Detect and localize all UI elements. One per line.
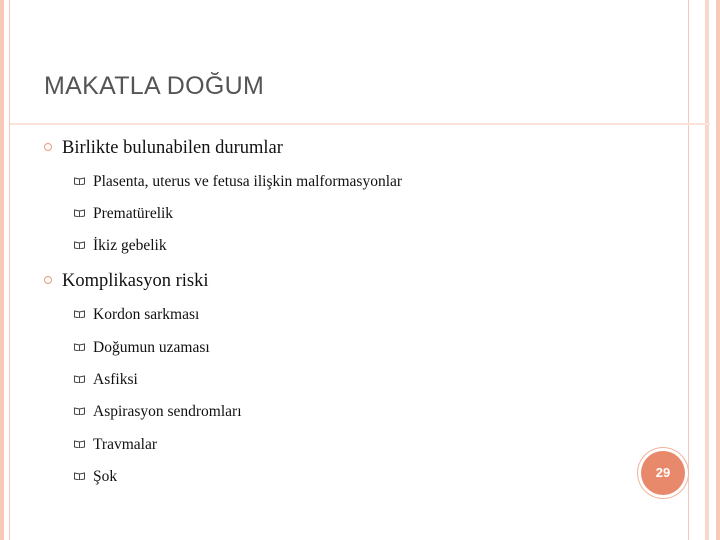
open-book-bullet-icon (74, 440, 85, 448)
open-book-bullet-icon (74, 407, 85, 415)
sub-item-label: Plasenta, uterus ve fetusa ilişkin malformasyonlar (93, 173, 403, 190)
bullet-item (44, 271, 208, 292)
sub-item-label: Kordon sarkması (93, 306, 200, 323)
open-book-bullet-icon (74, 472, 85, 480)
sub-bullet-item (74, 371, 138, 389)
section-heading: Birlikte bulunabilen durumlar (62, 138, 283, 158)
sub-item-label: Doğumun uzaması (93, 339, 210, 356)
sub-bullet-item (74, 205, 173, 223)
left-border-decoration (0, 0, 4, 540)
open-book-bullet-icon (74, 343, 85, 351)
sub-bullet-item (74, 237, 167, 255)
open-book-bullet-icon (74, 241, 85, 249)
left-border-line (9, 0, 10, 540)
sub-bullet-item (74, 339, 210, 357)
sub-item-label: Travmalar (93, 436, 157, 453)
circle-bullet-icon (44, 143, 52, 151)
slide-title: MAKATLA DOĞUM (44, 72, 265, 100)
circle-bullet-icon (44, 276, 52, 284)
sub-bullet-item (74, 403, 242, 421)
right-border-line (688, 0, 689, 540)
title-divider (10, 123, 710, 125)
right-border-inner-decoration (705, 0, 709, 540)
sub-bullet-item (74, 173, 402, 191)
sub-item-label: Asfiksi (93, 371, 138, 388)
sub-bullet-item (74, 468, 117, 486)
open-book-bullet-icon (74, 209, 85, 217)
sub-item-label: Prematürelik (93, 205, 174, 222)
right-border-decoration (716, 0, 720, 540)
open-book-bullet-icon (74, 310, 85, 318)
open-book-bullet-icon (74, 375, 85, 383)
sub-item-label: Aspirasyon sendromları (93, 403, 242, 420)
section-heading: Komplikasyon riski (62, 271, 209, 291)
sub-item-label: İkiz gebelik (93, 237, 167, 254)
page-number-badge: 29 (641, 451, 685, 495)
sub-bullet-item (74, 436, 157, 454)
sub-bullet-item (74, 306, 199, 324)
sub-item-label: Şok (93, 468, 118, 485)
open-book-bullet-icon (74, 177, 85, 185)
bullet-item (44, 138, 283, 159)
